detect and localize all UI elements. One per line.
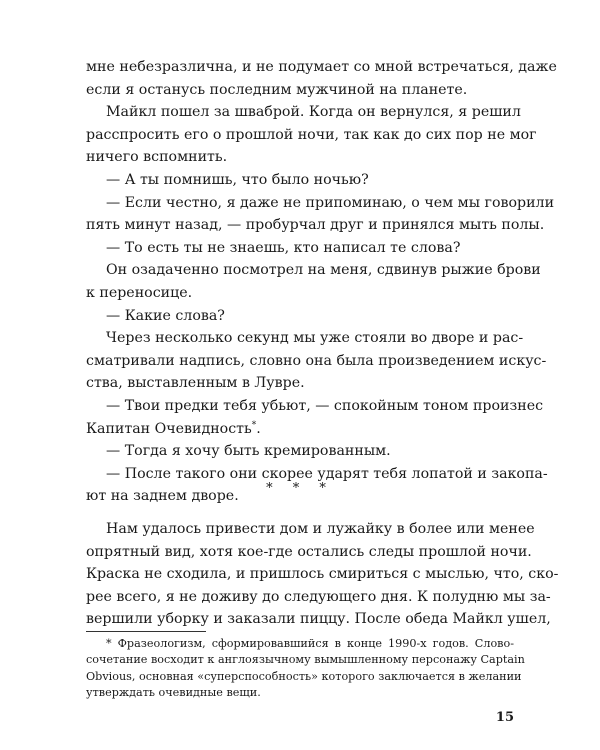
footnote-marker[interactable]: * bbox=[251, 419, 257, 430]
text-line: опрятный вид, хотя кое-где остались следы прошлой ночи. bbox=[86, 543, 532, 560]
page-number: 15 bbox=[495, 710, 514, 725]
text-line: — Тогда я хочу быть кремированным. bbox=[106, 443, 391, 460]
text-line: ют на заднем дворе. bbox=[86, 488, 239, 505]
text-line: расспросить его о прошлой ночи, так как до сих пор не мог bbox=[86, 126, 537, 143]
text-line: Нам удалось привести дом и лужайку в более или менее bbox=[106, 521, 535, 537]
text-line: Капитан Очевидность*. bbox=[86, 419, 261, 437]
text-line: — А ты помнишь, что было ночью? bbox=[106, 171, 369, 188]
footnote-line: сочетание восходит к англоязычному вымышленному персонажу Captain bbox=[86, 653, 525, 667]
text-line: Майкл пошел за шваброй. Когда он вернулся, я решил bbox=[106, 104, 521, 121]
text-line: — Если честно, я даже не припоминаю, о чем мы говорили bbox=[106, 194, 555, 211]
text-line: сматривали надпись, словно она была произведением искус- bbox=[86, 352, 547, 369]
body-text-bottom bbox=[86, 518, 559, 631]
footnote bbox=[86, 636, 525, 702]
text-line: — То есть ты не знаешь, кто написал те слова? bbox=[106, 239, 461, 256]
text-line: пять минут назад, — пробурчал друг и принялся мыть полы. bbox=[86, 217, 545, 234]
footnote-line: Obvious, основная «суперспособность» которого заключается в желании bbox=[86, 669, 522, 683]
footnote-line: утверждать очевидные вещи. bbox=[86, 686, 261, 700]
text-line: Через несколько секунд мы уже стояли во дворе и рас- bbox=[106, 330, 524, 347]
text-line: ства, выставленным в Лувре. bbox=[86, 375, 305, 392]
text-line: — После такого они скорее ударят тебя лопатой и закопа- bbox=[106, 465, 548, 482]
captain-obvious-text: Капитан Очевидность bbox=[86, 420, 252, 437]
text-line: — Твои предки тебя убьют, — спокойным тоном произнес bbox=[106, 397, 544, 414]
text-line: мне небезразлична, и не подумает со мной встречаться, даже bbox=[86, 59, 557, 75]
text-line: Он озадаченно посмотрел на меня, сдвинув рыжие брови bbox=[106, 262, 541, 279]
text-line: Краска не сходила, и пришлось смириться с мыслью, что, ско- bbox=[86, 566, 559, 583]
footnote-line: * Фразеологизм, сформировавшийся в конце 1990-х годов. Слово- bbox=[106, 637, 514, 650]
text-line: если я останусь последним мужчиной на планете. bbox=[86, 81, 468, 98]
text-line: рее всего, я не доживу до следующего дня. К полудню мы за- bbox=[86, 588, 551, 605]
text-line: — Какие слова? bbox=[106, 307, 225, 324]
body-text-top bbox=[86, 56, 557, 508]
text-line: к переносице. bbox=[86, 284, 193, 301]
footnote-rule bbox=[86, 631, 206, 632]
section-separator: * * * bbox=[266, 481, 334, 496]
text-line: ничего вспомнить. bbox=[86, 149, 228, 166]
text-line: вершили уборку и заказали пиццу. После обеда Майкл ушел, bbox=[86, 611, 551, 628]
